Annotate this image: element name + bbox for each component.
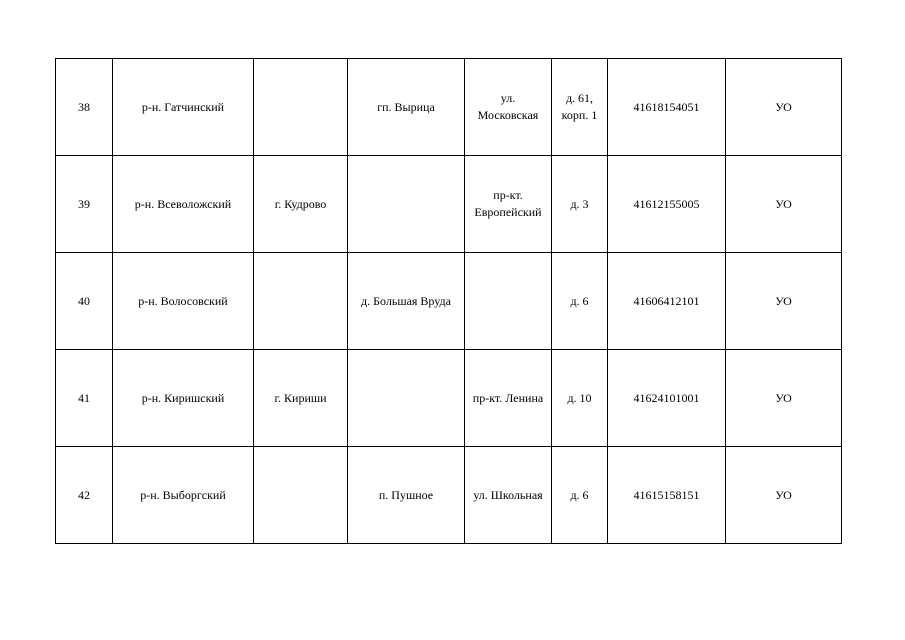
cell-city [254, 59, 348, 156]
cell-house: д. 6 [552, 253, 608, 350]
cell-city [254, 447, 348, 544]
cell-street [465, 253, 552, 350]
cell-house: д. 3 [552, 156, 608, 253]
table-row [56, 350, 842, 447]
table-row [56, 156, 842, 253]
cell-settlement: п. Пушное [348, 447, 465, 544]
cell-city: г. Кудрово [254, 156, 348, 253]
cell-street: пр-кт. Европейский [465, 156, 552, 253]
cell-settlement: гп. Вырица [348, 59, 465, 156]
cell-district: р-н. Волосовский [113, 253, 254, 350]
cell-type: УО [726, 447, 842, 544]
cell-settlement [348, 156, 465, 253]
cell-street: ул. Московская [465, 59, 552, 156]
table-row [56, 447, 842, 544]
table-row [56, 59, 842, 156]
cell-oktmo-code: 41612155005 [608, 156, 726, 253]
cell-type: УО [726, 350, 842, 447]
cell-settlement [348, 350, 465, 447]
cell-district: р-н. Всеволожский [113, 156, 254, 253]
address-table [55, 58, 842, 544]
cell-type: УО [726, 156, 842, 253]
cell-type: УО [726, 253, 842, 350]
cell-type: УО [726, 59, 842, 156]
cell-number: 42 [56, 447, 113, 544]
cell-number: 38 [56, 59, 113, 156]
cell-oktmo-code: 41615158151 [608, 447, 726, 544]
cell-street: пр-кт. Ленина [465, 350, 552, 447]
cell-district: р-н. Выборгский [113, 447, 254, 544]
cell-settlement: д. Большая Вруда [348, 253, 465, 350]
cell-house: д. 10 [552, 350, 608, 447]
cell-city: г. Кириши [254, 350, 348, 447]
cell-oktmo-code: 41624101001 [608, 350, 726, 447]
cell-oktmo-code: 41618154051 [608, 59, 726, 156]
cell-oktmo-code: 41606412101 [608, 253, 726, 350]
cell-street: ул. Школьная [465, 447, 552, 544]
cell-number: 41 [56, 350, 113, 447]
cell-district: р-н. Киришский [113, 350, 254, 447]
cell-number: 39 [56, 156, 113, 253]
cell-house: д. 61, корп. 1 [552, 59, 608, 156]
cell-house: д. 6 [552, 447, 608, 544]
cell-city [254, 253, 348, 350]
table-row [56, 253, 842, 350]
cell-district: р-н. Гатчинский [113, 59, 254, 156]
cell-number: 40 [56, 253, 113, 350]
